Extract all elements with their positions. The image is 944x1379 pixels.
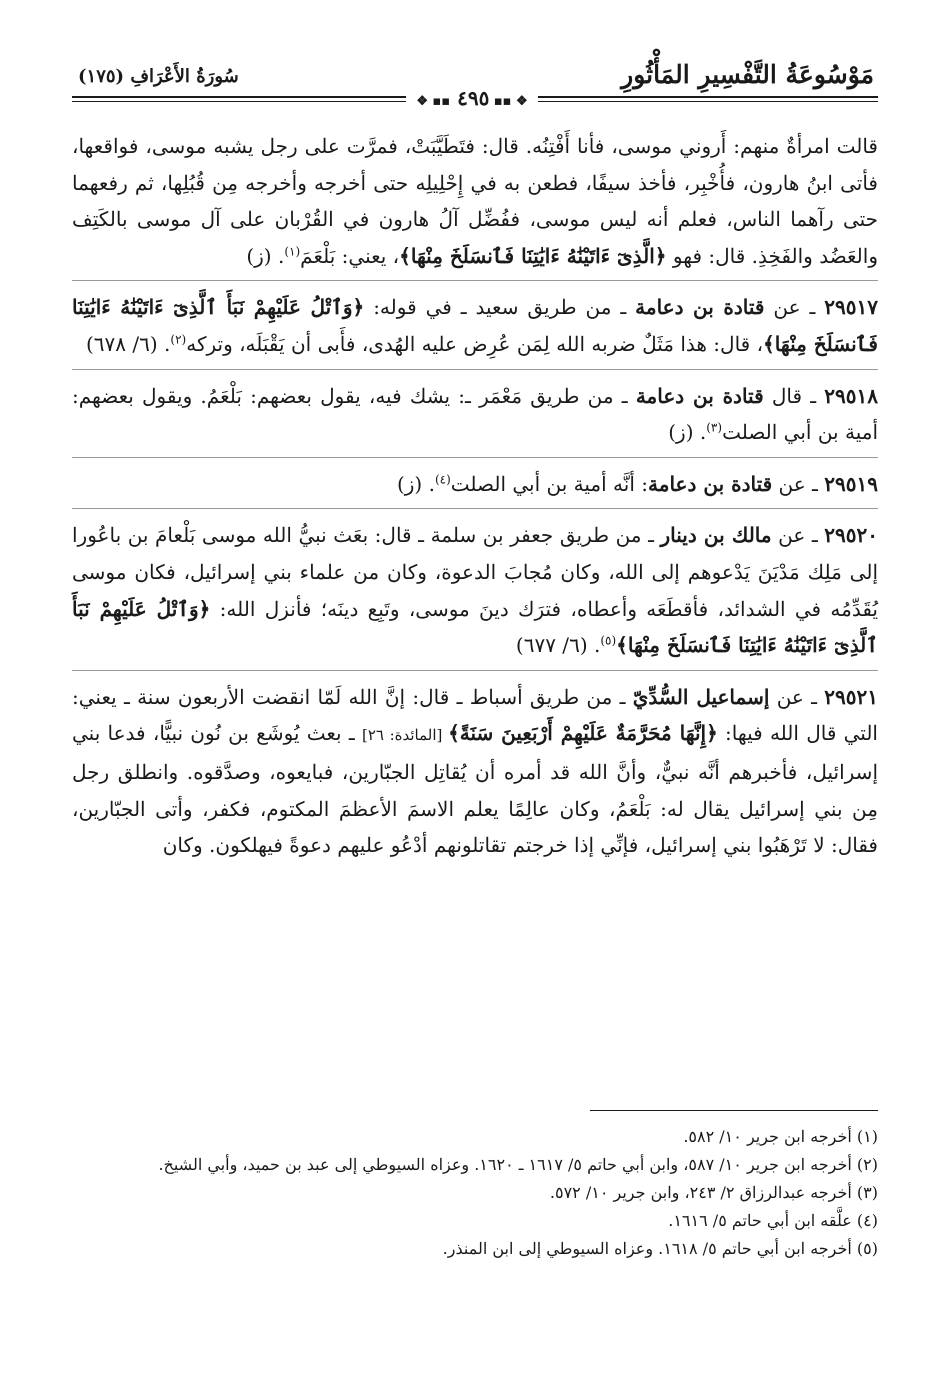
book-title: مَوْسُوعَةُ التَّفْسِيرِ المَأْثُورِ [621, 60, 874, 89]
narrator-name: قتادة بن دعامة [648, 471, 773, 496]
footnotes [72, 1123, 878, 1263]
ornament-icon: ▪▪ ❖ [416, 94, 451, 109]
narration-29517: ٢٩٥١٧ ـ عن قتادة بن دعامة ـ من طريق سعيد ـ في قوله: ﴿وَٱتْلُ عَلَيْهِمْ نَبَأَ ٱلَّذِىٓ ءَاتَيْنَٰهُ ءَايَٰتِنَا فَٱنسَلَخَ مِنْهَا﴾، قال: هذا مَثَلٌ ضربه الله لِمَن عُرِض عليه الهُدى، فأَبى أن يَقْبَلَه، وتركه$^{(٢)}$. (٦/ ٦٧٨) [72, 295, 878, 356]
footnote-ref: (٣) [706, 420, 723, 435]
separator [72, 670, 878, 671]
footnote-ref: (١) [284, 244, 301, 259]
narration-number: ٢٩٥١٨ [824, 383, 878, 408]
separator [72, 280, 878, 281]
quran-verse: ﴿وَٱتْلُ عَلَيْهِمْ نَبَأَ ٱلَّذِىٓ ءَاتَيْنَٰهُ ءَايَٰتِنَا فَٱنسَلَخَ مِنْهَا﴾ [72, 295, 878, 356]
narrator-name: قتادة بن دعامة [635, 295, 765, 320]
separator [72, 457, 878, 458]
separator [72, 369, 878, 370]
narration-number: ٢٩٥١٩ [824, 471, 878, 496]
footnote-1: (١) أخرجه ابن جرير ١٠/ ٥٨٢. [683, 1127, 878, 1146]
footnote-rule [590, 1110, 878, 1111]
main-text [72, 128, 878, 864]
footnote-2: (٢) أخرجه ابن جرير ١٠/ ٥٨٧، وابن أبي حاتم ٥/ ١٦١٧ ـ ١٦٢٠. وعزاه السيوطي إلى عبد بن حميد، وأبي الشيخ. [158, 1155, 878, 1174]
paragraph-continuation: قالت امرأةٌ منهم: أَروني موسى، فأنا أَفْتِنُه. قال: فتَطَيَّبَتْ، فمرَّت على رجل يشبه موسى، فواقعها، فأتى ابنُ هارون، فأُخْبِر، فأخذ سيفًا، فطعن به في إِحْلِيلِه حتى أخرجه وأخرجه مِن قُبُلِها، ثم رفعهما حتى رآهما الناس، فعلم أنه ليس موسى، ففُضِّل آلُ هارون في القُرْبان على آل موسى بالكَتِف والعَضُد والفَخِذِ. قال: فهو ﴿الَّذِىٓ ءَاتَيْنَٰهُ ءَايَٰتِنَا فَٱنسَلَخَ مِنْهَا﴾، يعني: بَلْعَمَ$^{(١)}$. (ز) [72, 134, 879, 268]
source-tag: . (ز) [396, 471, 435, 496]
page-number: ❖ ▪▪ ٤٩٥ ▪▪ ❖ [406, 86, 537, 110]
quran-verse: ﴿إِنَّهَا مُحَرَّمَةٌ عَلَيْهِمْ أَرْبَعِينَ سَنَةً﴾ [448, 721, 718, 746]
surah-reference: [المائدة: ٢٦] [361, 726, 449, 745]
narration-number: ٢٩٥٢٠ [824, 523, 878, 548]
source-tag: . (٦/ ٦٧٨) [85, 331, 171, 356]
footnote-4: (٤) علَّقه ابن أبي حاتم ٥/ ١٦١٦. [668, 1211, 878, 1230]
surah-label: سُورَةُ الأَعْرَافِ (١٧٥) [78, 66, 239, 87]
narration-29518: ٢٩٥١٨ ـ قال قتادة بن دعامة ـ من طريق مَعْمَر ـ: يشك فيه، يقول بعضهم: بَلْعَمُ. ويقول بعضهم: أمية بن أبي الصلت$^{(٣)}$. (ز) [72, 383, 878, 445]
narration-29519: ٢٩٥١٩ ـ عن قتادة بن دعامة: أنَّه أمية بن أبي الصلت$^{(٤)}$. (ز) [396, 471, 878, 496]
footnote-ref: (٥) [600, 633, 617, 648]
source-tag: . (ز) [668, 420, 707, 445]
ornament-icon: ❖ ▪▪ [489, 94, 528, 109]
narration-29520: ٢٩٥٢٠ ـ عن مالك بن دينار ـ من طريق جعفر بن سلمة ـ قال: بعَث نبيُّ الله موسى بَلْعامَ بن باعُورا إلى مَلِك مَدْيَنَ يَدْعوهم إلى الله، وكان مُجابَ الدعوة، وكان من علماء بني إسرائيل، فكان موسى يُقَدِّمُه في الشدائد، فأقطَعَه وأعطاه، فترَك دينَ موسى، وتَبِع دينَه؛ فأنزل الله: ﴿وَٱتْلُ عَلَيْهِمْ نَبَأَ ٱلَّذِىٓ ءَاتَيْنَٰهُ ءَايَٰتِنَا فَٱنسَلَخَ مِنْهَا﴾$^{(٥)}$. (٦/ ٦٧٧) [72, 523, 878, 658]
quran-verse: ﴿وَٱتْلُ عَلَيْهِمْ نَبَأَ ٱلَّذِىٓ ءَاتَيْنَٰهُ ءَايَٰتِنَا فَٱنسَلَخَ مِنْهَا﴾ [72, 596, 878, 658]
narration-29521: ٢٩٥٢١ ـ عن إسماعيل السُّدِّيّ ـ من طريق أسباط ـ قال: إنَّ الله لَمّا انقضت الأربعون سنة ـ يعني: التي قال الله فيها: ﴿إِنَّهَا مُحَرَّمَةٌ عَلَيْهِمْ أَرْبَعِينَ سَنَةً﴾ [المائدة: ٢٦] ـ بعث يُوشَع بن نُون نبيًّا، فدعا بني إسرائيل، فأخبرهم أنَّه نبيٌّ، وأنَّ الله قد أمره أن يُقاتِل الجبّارين، فبايعوه، وصدَّقوه. وانطلق رجل مِن بني إسرائيل يقال له: بَلْعَمُ، وكان عالِمًا يعلم الاسمَ الأعظمَ المكتوم، فكفر، وأتى الجبّارين، فقال: لا تَرْهَبُوا بني إسرائيل، فإنِّي إذا خرجتم تقاتلونهم أدْعُو عليهم دعوةً فيهلكون. وكان [72, 684, 879, 858]
narration-number: ٢٩٥١٧ [824, 295, 878, 320]
narrator-name: مالك بن دينار [660, 523, 772, 548]
source-tag: . (٦/ ٦٧٧) [515, 633, 601, 658]
narrator-name: قتادة بن دعامة [635, 383, 764, 408]
footnote-ref: (٢) [170, 332, 187, 347]
footnote-5: (٥) أخرجه ابن أبي حاتم ٥/ ١٦١٨. وعزاه السيوطي إلى ابن المنذر. [442, 1239, 878, 1258]
separator [72, 508, 878, 509]
narration-number: ٢٩٥٢١ [824, 684, 878, 709]
footnote-3: (٣) أخرجه عبدالرزاق ٢/ ٢٤٣، وابن جرير ١٠/ ٥٧٢. [549, 1183, 878, 1202]
footnote-ref: (٤) [434, 472, 451, 487]
quran-verse: ﴿الَّذِىٓ ءَاتَيْنَٰهُ ءَايَٰتِنَا فَٱنسَلَخَ مِنْهَا﴾ [399, 243, 667, 268]
narrator-name: إسماعيل السُّدِّيّ [632, 684, 770, 709]
source-tag: . (ز) [246, 243, 285, 268]
